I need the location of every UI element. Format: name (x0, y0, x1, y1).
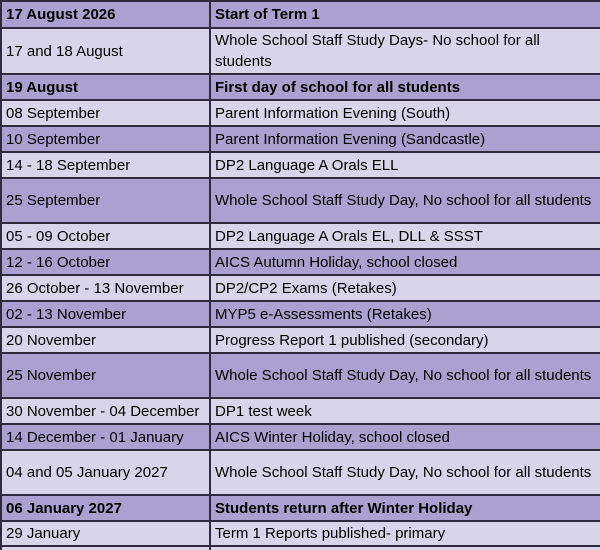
event-cell: AICS Winter Holiday, school closed (210, 424, 600, 450)
table-row (1, 178, 600, 223)
event-cell: DP2 Language A Orals ELL (210, 152, 600, 178)
date-cell: 20 November (1, 327, 210, 353)
table-row (1, 28, 600, 74)
table-row (1, 126, 600, 152)
table-row (1, 301, 600, 327)
date-cell: 08 September (1, 100, 210, 126)
date-cell: 25 September (1, 178, 210, 223)
date-cell: 30 November - 04 December (1, 398, 210, 424)
event-cell: MYP5 e-Assessments (Retakes) (210, 301, 600, 327)
event-cell: Parent Information Evening (Sandcastle) (210, 126, 600, 152)
date-cell: 14 December - 01 January (1, 424, 210, 450)
date-cell: 06 January 2027 (1, 495, 210, 521)
date-cell: 10 September (1, 126, 210, 152)
date-cell: 12 - 16 October (1, 249, 210, 275)
event-cell: Term 1 Reports published- primary (210, 521, 600, 546)
date-cell: 25 November (1, 353, 210, 398)
event-cell: Whole School Staff Study Day, No school for all students (210, 450, 600, 495)
event-cell: Start of Term 1 (210, 1, 600, 28)
event-cell: Whole School Staff Study Day, No school for all students (210, 353, 600, 398)
date-cell: 05 - 09 October (1, 223, 210, 249)
event-cell: Whole School Staff Study Days- No school for all students (210, 28, 600, 74)
date-cell: 04 and 05 January 2027 (1, 450, 210, 495)
table-row (1, 223, 600, 249)
date-cell: 26 October - 13 November (1, 275, 210, 301)
table-row (1, 152, 600, 178)
event-cell: First day of school for all students (210, 74, 600, 100)
event-cell: Whole School Staff Study Day, No school for all students (210, 178, 600, 223)
date-cell: 14 - 18 September (1, 152, 210, 178)
table-row (1, 327, 600, 353)
table-row (1, 1, 600, 28)
event-cell: Progress Report 1 published (secondary) (210, 327, 600, 353)
date-cell: 29 January (1, 521, 210, 546)
event-cell: AICS Autumn Holiday, school closed (210, 249, 600, 275)
table-row (1, 249, 600, 275)
date-cell: 17 August 2026 (1, 1, 210, 28)
table-row (1, 424, 600, 450)
table-row (1, 521, 600, 546)
table-row (1, 495, 600, 521)
table-row (1, 275, 600, 301)
table-row (1, 450, 600, 495)
event-cell: Students return after Winter Holiday (210, 495, 600, 521)
calendar-table-body (1, 1, 600, 550)
event-cell: DP2 Language A Orals EL, DLL & SSST (210, 223, 600, 249)
event-cell: DP2/CP2 Exams (Retakes) (210, 275, 600, 301)
table-row (1, 100, 600, 126)
table-row (1, 74, 600, 100)
table-row (1, 353, 600, 398)
event-cell: DP1 test week (210, 398, 600, 424)
date-cell: 02 - 13 November (1, 301, 210, 327)
date-cell: 19 August (1, 74, 210, 100)
event-cell: Parent Information Evening (South) (210, 100, 600, 126)
date-cell: 17 and 18 August (1, 28, 210, 74)
table-row (1, 398, 600, 424)
